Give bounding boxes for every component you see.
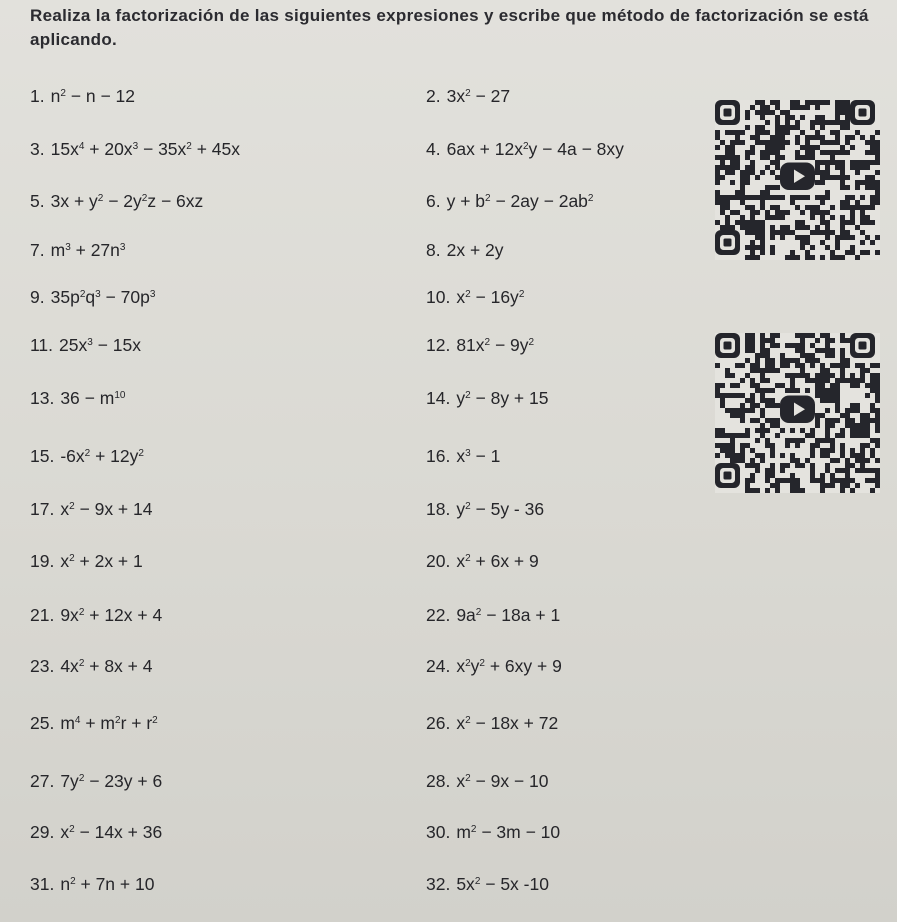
- exercise-item: [426, 240, 504, 261]
- exercise-expression: $7y^2 - 23y + 6$: [60, 771, 163, 791]
- exercise-expression: $9x^2 + 12x + 4$: [60, 605, 163, 625]
- exercise-number: 6.: [426, 191, 441, 211]
- exercise-number: 14.: [426, 388, 451, 408]
- exercise-item: [30, 771, 162, 792]
- qr-code-icon[interactable]: [715, 333, 880, 493]
- exercise-item: [30, 605, 162, 626]
- exercise-item: [426, 656, 562, 677]
- exercise-number: 32.: [426, 874, 451, 894]
- exercise-number: 17.: [30, 499, 55, 519]
- exercise-item: [426, 551, 539, 572]
- exercise-number: 23.: [30, 656, 55, 676]
- exercise-expression: $x^3 - 1$: [456, 446, 501, 466]
- exercise-number: 11.: [30, 335, 54, 355]
- exercise-number: 9.: [30, 287, 45, 307]
- exercise-item: [426, 822, 560, 843]
- exercise-expression: $y + b^2 - 2ay - 2ab^2$: [446, 191, 594, 211]
- exercise-number: 25.: [30, 713, 55, 733]
- exercise-expression: $3x^2 - 27$: [446, 86, 511, 106]
- exercise-expression: $4x^2 + 8x + 4$: [60, 656, 153, 676]
- exercise-item: [30, 139, 240, 160]
- exercise-item: [426, 86, 510, 107]
- exercise-number: 19.: [30, 551, 55, 571]
- exercise-item: [30, 656, 152, 677]
- exercise-item: [426, 335, 534, 356]
- exercise-number: 1.: [30, 86, 45, 106]
- exercise-number: 3.: [30, 139, 45, 159]
- exercise-expression: $x^2 - 9x + 14$: [60, 499, 153, 519]
- exercise-item: [30, 287, 155, 308]
- exercise-number: 7.: [30, 240, 45, 260]
- exercise-item: [426, 605, 560, 626]
- exercise-item: [30, 551, 143, 572]
- exercise-expression: $x^2 + 6x + 9$: [456, 551, 539, 571]
- exercise-expression: $x^2 - 18x + 72$: [456, 713, 559, 733]
- exercise-item: [426, 771, 548, 792]
- exercise-expression: $5x^2 - 5x$ -10: [456, 874, 549, 894]
- exercise-number: 27.: [30, 771, 55, 791]
- exercise-number: 26.: [426, 713, 451, 733]
- exercise-number: 5.: [30, 191, 45, 211]
- exercise-number: 8.: [426, 240, 441, 260]
- exercise-expression: $25x^3 - 15x$: [59, 335, 141, 355]
- exercise-number: 20.: [426, 551, 451, 571]
- exercise-expression: $y^2 - 5y - 36$: [456, 499, 545, 519]
- exercise-expression: $-6x^2 + 12y^2$: [60, 446, 144, 466]
- exercise-expression: $n^2 + 7n + 10$: [60, 874, 155, 894]
- qr-code-graphic: [715, 333, 880, 493]
- exercise-expression: $x^2 - 16y^2$: [456, 287, 525, 307]
- exercise-item: [426, 287, 524, 308]
- exercise-number: 4.: [426, 139, 441, 159]
- exercise-number: 12.: [426, 335, 451, 355]
- qr-code-graphic: [715, 100, 880, 260]
- exercise-number: 31.: [30, 874, 55, 894]
- exercise-number: 2.: [426, 86, 441, 106]
- exercise-expression: 2x + 2y: [446, 240, 504, 260]
- exercise-number: 28.: [426, 771, 451, 791]
- exercise-item: [426, 139, 624, 160]
- exercise-expression: $m^2 - 3m - 10$: [456, 822, 561, 842]
- exercise-item: [30, 240, 125, 261]
- exercise-item: [30, 822, 162, 843]
- exercise-expression: $x^2y^2 + 6xy + 9$: [456, 656, 562, 676]
- exercise-item: [30, 191, 203, 212]
- exercise-item: [30, 86, 135, 107]
- exercise-item: [30, 388, 125, 409]
- exercise-number: 18.: [426, 499, 451, 519]
- exercise-expression: $15x^4 + 20x^3 - 35x^2 + 45x$: [50, 139, 241, 159]
- exercise-expression: $3x + y^2 - 2y^2z - 6xz$: [50, 191, 204, 211]
- exercise-expression: $n^2 - n - 12$: [50, 86, 135, 106]
- exercise-expression: $m^3 + 27n^3$: [50, 240, 126, 260]
- exercise-item: [30, 499, 152, 520]
- exercise-item: [426, 713, 558, 734]
- exercise-expression: $x^2 - 14x + 36$: [60, 822, 163, 842]
- exercise-item: [426, 191, 593, 212]
- exercise-item: [30, 874, 154, 895]
- exercise-item: [426, 874, 549, 895]
- exercise-expression: $9a^2 - 18a + 1$: [456, 605, 561, 625]
- exercise-expression: $81x^2 - 9y^2$: [456, 335, 535, 355]
- exercise-expression: $x^2 - 9x - 10$: [456, 771, 549, 791]
- exercise-item: [30, 446, 144, 467]
- exercise-number: 29.: [30, 822, 55, 842]
- exercise-number: 13.: [30, 388, 55, 408]
- exercise-number: 30.: [426, 822, 451, 842]
- exercise-expression: $y^2 - 8y + 15$: [456, 388, 549, 408]
- exercise-item: [426, 388, 548, 409]
- exercise-number: 24.: [426, 656, 451, 676]
- instruction-text: Realiza la factorización de las siguientes expresiones y escribe que método de factorización se está aplicando.: [30, 6, 869, 49]
- qr-code-icon[interactable]: [715, 100, 880, 260]
- exercise-item: [30, 713, 158, 734]
- exercise-item: [426, 499, 544, 520]
- exercise-number: 10.: [426, 287, 451, 307]
- exercise-expression: $m^4 + m^2r + r^2$: [60, 713, 158, 733]
- exercise-expression: $36 - m^{10}$: [60, 388, 126, 408]
- exercise-expression: $x^2 + 2x + 1$: [60, 551, 143, 571]
- exercise-number: 16.: [426, 446, 451, 466]
- exercise-item: [30, 335, 141, 356]
- exercise-expression: $35p^2q^3 - 70p^3$: [50, 287, 156, 307]
- exercise-item: [426, 446, 500, 467]
- exercise-expression: $6ax + 12x^2y - 4a - 8xy$: [446, 139, 624, 159]
- exercise-number: 22.: [426, 605, 451, 625]
- exercise-number: 15.: [30, 446, 55, 466]
- exercise-number: 21.: [30, 605, 55, 625]
